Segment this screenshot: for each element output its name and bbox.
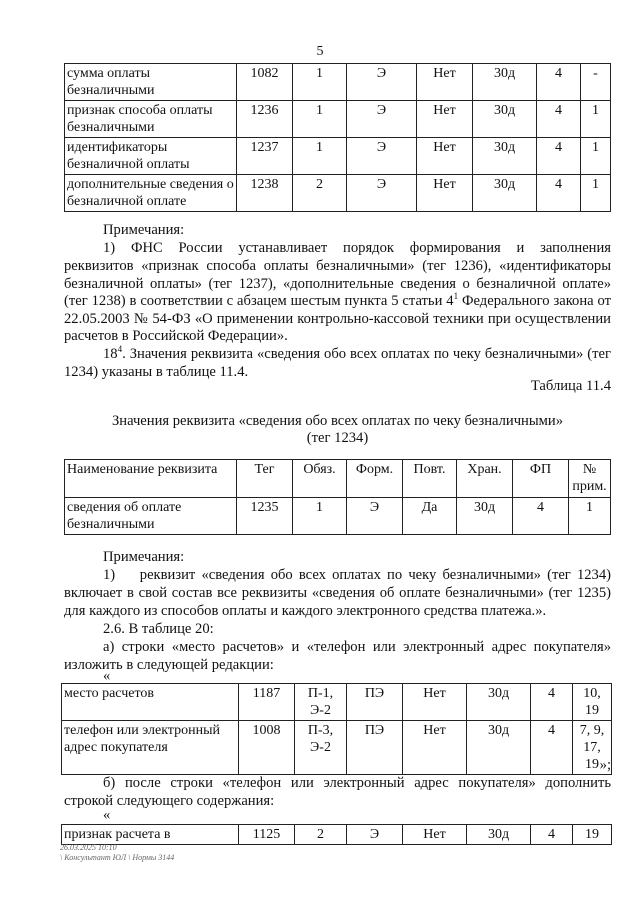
note-1-first-line: 1) ФНС России устанавливает порядок формирования и заполнения bbox=[103, 240, 611, 256]
item-18-4-text: . Значения реквизита «сведения обо всех оплатах по чеку безналичными» (тег 1234) указаны в таблице 11.4. bbox=[64, 346, 611, 380]
item-18-4 bbox=[64, 346, 611, 381]
cell-prim: 10, 19 bbox=[573, 684, 612, 721]
cell-form: Э bbox=[347, 138, 417, 175]
cell-prim: 1 bbox=[581, 101, 611, 138]
cell-povt: Нет bbox=[417, 175, 473, 212]
cell-form: ПЭ bbox=[347, 684, 403, 721]
cell-prim: 1 bbox=[581, 138, 611, 175]
header-name: Наименование реквизита bbox=[65, 460, 237, 498]
cell-fp: 4 bbox=[537, 64, 581, 101]
cell-fp: 4 bbox=[537, 175, 581, 212]
cell-hran: 30д bbox=[467, 825, 531, 845]
cell-prim: 19 bbox=[573, 825, 612, 845]
cell-form: ПЭ bbox=[347, 721, 403, 775]
cell-hran: 30д bbox=[473, 175, 537, 212]
note-1-text-b: Федерального закона от 22.05.2003 № 54-ФЗ «О применении контрольно-кассовой техники при осуществлении расчетов в Российской Федерации». bbox=[64, 293, 612, 345]
cell-obyaz: 1 bbox=[293, 64, 347, 101]
note-1-sup: 1 bbox=[453, 291, 459, 302]
table-row bbox=[65, 498, 611, 535]
cell-tag: 1236 bbox=[237, 101, 293, 138]
footer-line-2: \ Консультант ЮЛ \ Нормы 3144 bbox=[60, 853, 175, 862]
cell-form: Э bbox=[347, 825, 403, 845]
cell-prim: 1 bbox=[569, 498, 611, 535]
cell-obyaz: 2 bbox=[295, 825, 347, 845]
item-b: б) после строки «телефон или электронный адрес покупателя» дополнить строкой следующего содержания: bbox=[64, 775, 611, 809]
cell-name: признак расчета в bbox=[62, 825, 239, 845]
header-form: Форм. bbox=[347, 460, 403, 498]
cell-prim: 1 bbox=[581, 175, 611, 212]
open-quote: « bbox=[103, 668, 111, 684]
cell-name: место расчетов bbox=[62, 684, 239, 721]
table-row bbox=[65, 101, 611, 138]
cell-tag: 1082 bbox=[237, 64, 293, 101]
cell-form: Э bbox=[347, 64, 417, 101]
cell-hran: 30д bbox=[457, 498, 513, 535]
cell-hran: 30д bbox=[467, 684, 531, 721]
cell-povt: Нет bbox=[417, 138, 473, 175]
cell-form: Э bbox=[347, 175, 417, 212]
table-row bbox=[62, 825, 612, 845]
header-obyaz: Обяз. bbox=[293, 460, 347, 498]
cell-povt: Нет bbox=[403, 684, 467, 721]
note-2-first-line: 1) реквизит «сведения обо всех оплатах по чеку безналичными» (тег 1234) bbox=[103, 567, 611, 583]
table-row bbox=[65, 138, 611, 175]
cell-fp: 4 bbox=[531, 825, 573, 845]
table-20-new-row bbox=[61, 824, 612, 845]
header-fp: ФП bbox=[513, 460, 569, 498]
cell-povt: Нет bbox=[403, 825, 467, 845]
table-title-line-1: Значения реквизита «сведения обо всех оплатах по чеку безналичными» bbox=[111, 413, 564, 429]
cell-tag: 1187 bbox=[239, 684, 295, 721]
cell-obyaz: 1 bbox=[293, 498, 347, 535]
open-quote-2: « bbox=[103, 807, 111, 823]
cell-hran: 30д bbox=[467, 721, 531, 775]
cell-fp: 4 bbox=[531, 684, 573, 721]
cell-fp: 4 bbox=[537, 138, 581, 175]
cell-obyaz: П-3, Э-2 bbox=[295, 721, 347, 775]
table-row bbox=[62, 684, 612, 721]
cell-tag: 1238 bbox=[237, 175, 293, 212]
cell-obyaz: 2 bbox=[293, 175, 347, 212]
cell-form: Э bbox=[347, 101, 417, 138]
table-title-line-2: (тег 1234) bbox=[306, 430, 369, 446]
cell-fp: 4 bbox=[531, 721, 573, 775]
note-2-body: включает в свой состав все реквизиты «сведения об оплате безналичными» (тег 1235) для каждого из способов оплаты и каждого электронного средства платежа.». bbox=[64, 585, 611, 619]
header-hran: Хран. bbox=[457, 460, 513, 498]
note-1-body bbox=[64, 258, 611, 346]
footer-stamp bbox=[60, 843, 174, 863]
notes-heading: Примечания: bbox=[103, 222, 185, 238]
cell-povt: Нет bbox=[403, 721, 467, 775]
cell-hran: 30д bbox=[473, 138, 537, 175]
cell-povt: Да bbox=[403, 498, 457, 535]
cell-tag: 1237 bbox=[237, 138, 293, 175]
table-11-4 bbox=[64, 459, 611, 535]
cell-tag: 1008 bbox=[239, 721, 295, 775]
cell-name: идентификаторы безналичной оплаты bbox=[65, 138, 237, 175]
cell-fp: 4 bbox=[513, 498, 569, 535]
cell-prim: - bbox=[581, 64, 611, 101]
cell-form: Э bbox=[347, 498, 403, 535]
cell-name: сумма оплаты безналичными bbox=[65, 64, 237, 101]
notes-heading-2: Примечания: bbox=[103, 549, 185, 565]
table-row bbox=[65, 175, 611, 212]
cell-prim: 7, 9, 17, 19 bbox=[573, 721, 612, 775]
cell-name: телефон или электронный адрес покупателя bbox=[62, 721, 239, 775]
table-header-row bbox=[65, 460, 611, 498]
item-2-6: 2.6. В таблице 20: bbox=[103, 621, 214, 637]
header-prim: № прим. bbox=[569, 460, 611, 498]
close-quote: »; bbox=[599, 757, 611, 773]
cell-fp: 4 bbox=[537, 101, 581, 138]
page-number: 5 bbox=[316, 44, 324, 59]
cell-hran: 30д bbox=[473, 101, 537, 138]
footer-line-1: 26.03.2025 10:10 bbox=[60, 843, 117, 852]
cell-povt: Нет bbox=[417, 101, 473, 138]
cell-name: сведения об оплате безналичными bbox=[65, 498, 237, 535]
cell-hran: 30д bbox=[473, 64, 537, 101]
header-povt: Повт. bbox=[403, 460, 457, 498]
cell-name: дополнительные сведения о безналичной оплате bbox=[65, 175, 237, 212]
header-tag: Тег bbox=[237, 460, 293, 498]
cell-name: признак способа оплаты безналичными bbox=[65, 101, 237, 138]
cell-obyaz: 1 bbox=[293, 101, 347, 138]
cell-obyaz: 1 bbox=[293, 138, 347, 175]
cell-obyaz: П-1, Э-2 bbox=[295, 684, 347, 721]
table-row bbox=[65, 64, 611, 101]
item-a: а) строки «место расчетов» и «телефон или электронный адрес покупателя» изложить в следующей редакции: bbox=[64, 639, 611, 673]
note-1-text-a: реквизитов «признак способа оплаты безналичными» (тег 1236), «идентификаторы безналичной оплаты» (тег 1237), «дополнительные сведения о безналичной оплате» (тег 1238) в соответствии с абзацем шестым пункта 5 статьи 4 bbox=[64, 258, 611, 310]
cell-tag: 1235 bbox=[237, 498, 293, 535]
item-18-4-num: 18 bbox=[103, 346, 118, 362]
cell-tag: 1125 bbox=[239, 825, 295, 845]
requisites-table bbox=[64, 63, 611, 212]
item-18-4-sup: 4 bbox=[117, 344, 123, 355]
cell-povt: Нет bbox=[417, 64, 473, 101]
table-label: Таблица 11.4 bbox=[530, 378, 611, 394]
